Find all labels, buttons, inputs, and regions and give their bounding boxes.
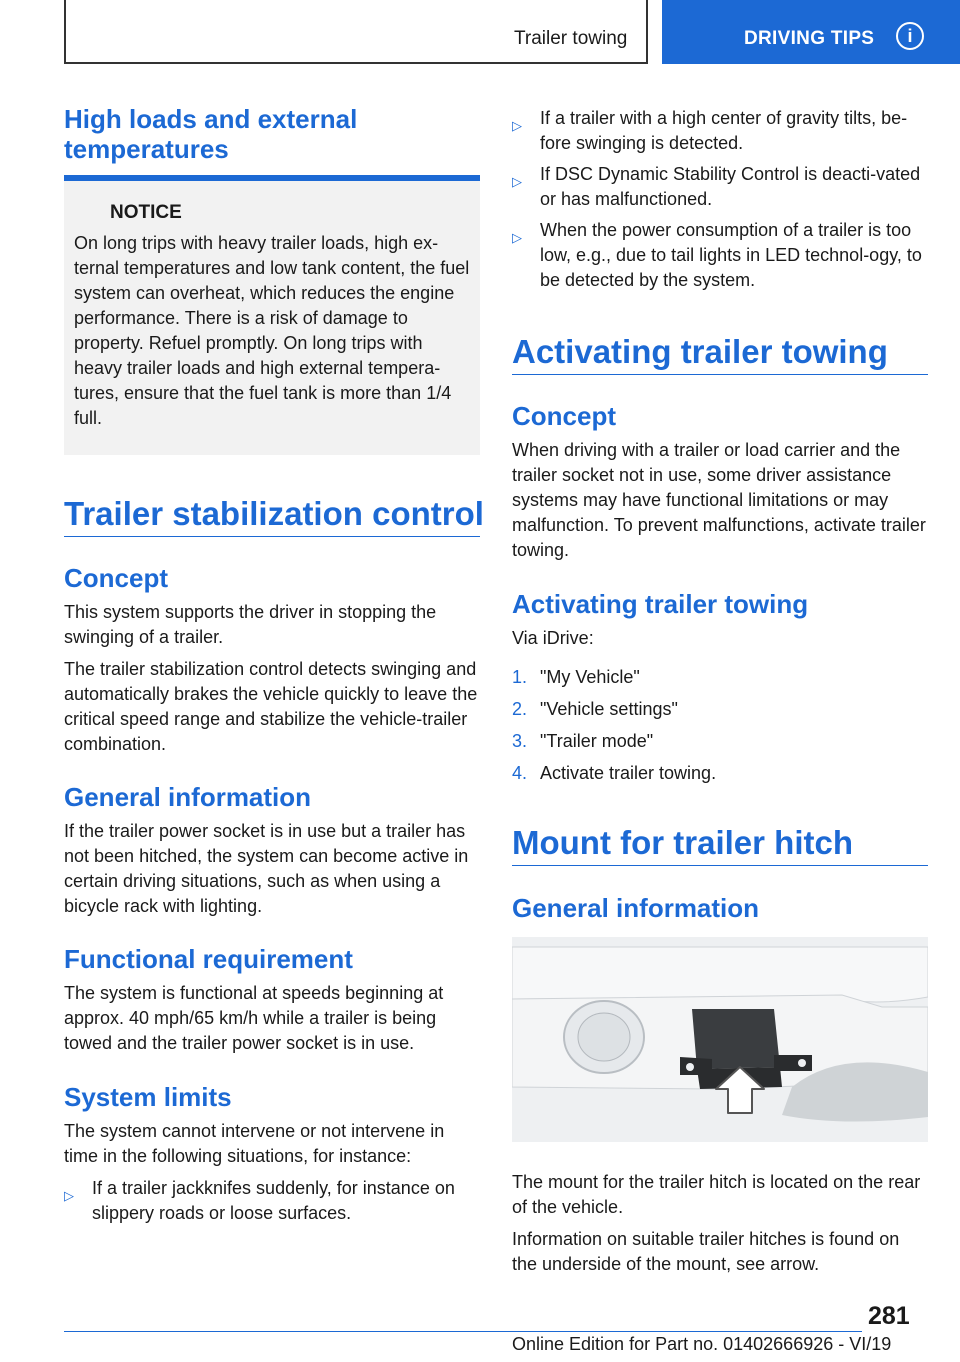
footer-edition-text: Online Edition for Part no. 01402666926 - VI/19 [512,1334,892,1354]
heading-general-information-right: General information [512,893,760,923]
step-number: 3. [512,731,528,751]
chapter-tab-label: DRIVING TIPS [744,28,875,49]
concept-paragraph-2: The trailer stabilization control detects swinging and automatically brakes the vehicle quickly to leave the critical speed range and stabilize the vehicle-trailer combination. [64,659,478,754]
info-icon[interactable]: i [896,22,924,50]
list-item-text: If a trailer with a high center of gravity tilts, be-fore swinging is detected. [540,108,908,153]
heading-general-information: General information [64,782,312,812]
concept-right-paragraph: When driving with a trailer or load carrier and the trailer socket not in use, some driver assistance systems may have functional limitations or may malfunction. To prevent malfunctions, activate trailer towing. [512,440,926,560]
heading-mount-trailer-hitch: Mount for trailer hitch [512,824,853,861]
notice-box [64,181,480,455]
step-item [512,761,716,786]
list-item-text: When the power consumption of a trailer is too low, e.g., due to tail lights in LED technol-ogy, to be detected by the system. [540,220,922,290]
notice-title: NOTICE [110,202,182,223]
heading-trailer-stabilization: Trailer stabilization control [64,495,484,532]
heading-high-loads: High loads and external temperatures [64,104,358,164]
hitch-mount-drawing [512,937,928,1142]
step-number: 1. [512,667,528,687]
functional-paragraph: The system is functional at speeds beginning at approx. 40 mph/65 km/h while a trailer is being towed and the trailer power socket is in use. [64,983,444,1053]
mount-paragraph-1: The mount for the trailer hitch is located on the rear of the vehicle. [512,1172,921,1217]
list-item-text: If a trailer jackknifes suddenly, for instance on slippery roads or loose surfaces. [92,1178,455,1223]
heading-concept: Concept [64,563,168,593]
step-text: "Trailer mode" [540,731,654,751]
step-text: "My Vehicle" [540,667,640,687]
footer-rule [64,1331,862,1332]
heading-rule [512,865,928,866]
notice-text: On long trips with heavy trailer loads, high ex-ternal temperatures and low tank content, the fuel system can overheat, which reduces the engine performance. There is a risk of damage to property. Refuel promptly. On long trips with heavy trailer loads and high external tempera-tures, ensure that the fuel tank is more than 1/4 full. [74,233,470,428]
heading-functional-requirement: Functional requirement [64,944,353,974]
general-paragraph: If the trailer power socket is in use but a trailer has not been hitched, the system can become active in certain driving situations, such as when using a bicycle rack with lighting. [64,821,469,916]
step-text: Activate trailer towing. [540,763,717,783]
mount-paragraph-2: Information on suitable trailer hitches is found on the underside of the mount, see arrow. [512,1229,900,1274]
list-item [512,162,928,212]
heading-rule [512,374,928,375]
limits-paragraph: The system cannot intervene or not intervene in time in the following situations, for instance: [64,1121,445,1166]
via-idrive: Via iDrive: [512,628,594,648]
step-number: 4. [512,763,528,783]
heading-activating-trailer-towing: Activating trailer towing [512,333,888,370]
heading-rule [64,536,480,537]
heading-concept-right: Concept [512,401,616,431]
heading-system-limits: System limits [64,1082,232,1112]
concept-paragraph-1: This system supports the driver in stopping the swinging of a trailer. [64,602,437,647]
step-text: "Vehicle settings" [540,699,678,719]
bullet-triangle-icon: ▷ [512,230,522,245]
list-item [512,218,928,293]
step-item [512,665,640,690]
list-item [64,1176,480,1226]
page-number: 281 [868,1302,910,1330]
chapter-tab[interactable] [662,0,960,64]
heading-activating-sub: Activating trailer towing [512,589,809,619]
list-item [512,106,928,156]
bullet-triangle-icon: ▷ [512,174,522,189]
bullet-triangle-icon: ▷ [512,118,522,133]
step-item [512,729,653,754]
bullet-triangle-icon: ▷ [64,1188,74,1203]
trailer-hitch-mount-illustration [512,937,928,1142]
step-number: 2. [512,699,528,719]
step-item [512,697,678,722]
list-item-text: If DSC Dynamic Stability Control is deacti-vated or has malfunctioned. [540,164,921,209]
section-title: Trailer towing [514,28,628,49]
